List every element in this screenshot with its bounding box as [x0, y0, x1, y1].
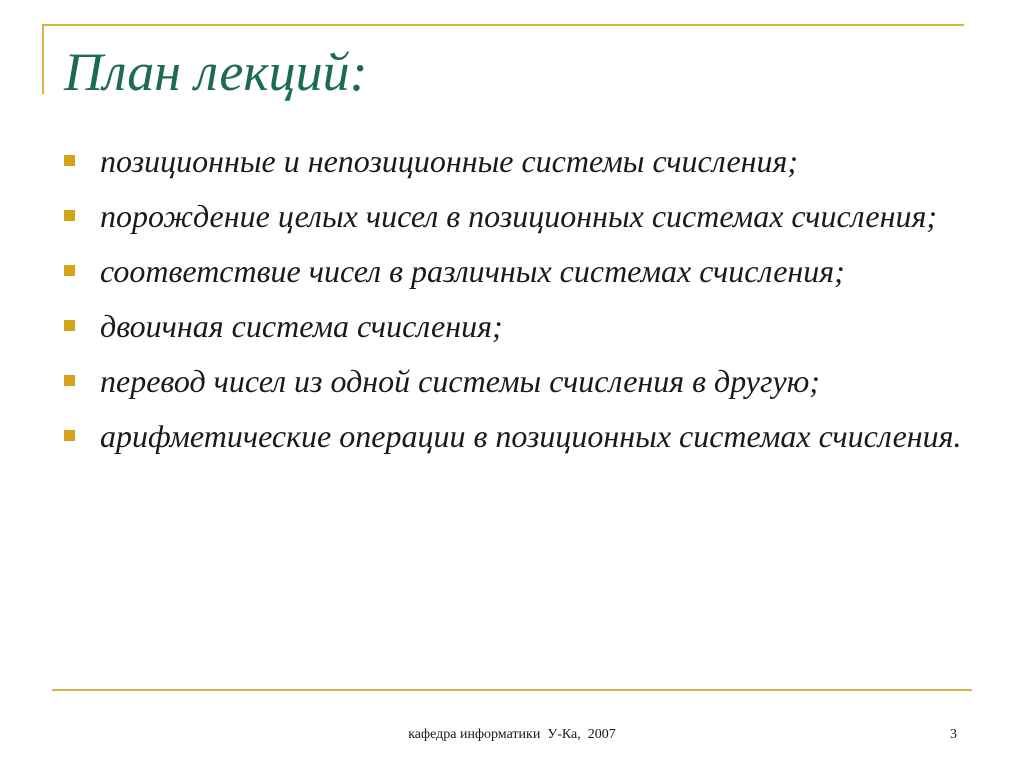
list-item — [64, 193, 964, 239]
list-item — [64, 413, 964, 459]
lecture-plan-list — [64, 138, 964, 468]
top-divider — [42, 24, 964, 26]
square-bullet-icon — [64, 155, 75, 166]
list-item — [64, 303, 964, 349]
list-item-text: порождение целых чисел в позиционных системах счисления; — [100, 198, 937, 234]
square-bullet-icon — [64, 320, 75, 331]
square-bullet-icon — [64, 430, 75, 441]
square-bullet-icon — [64, 265, 75, 276]
list-item — [64, 138, 964, 184]
page-number: 3 — [950, 727, 957, 742]
list-item-text: позиционные и непозиционные системы счисления; — [100, 143, 799, 179]
slide-title: План лекций: — [64, 42, 368, 102]
square-bullet-icon — [64, 210, 75, 221]
list-item-text: арифметические операции в позиционных системах счисления. — [100, 418, 962, 454]
list-item — [64, 358, 964, 404]
left-accent-line — [42, 24, 44, 94]
square-bullet-icon — [64, 375, 75, 386]
list-item-text: перевод чисел из одной системы счисления в другую; — [100, 363, 820, 399]
list-item-text: соответствие чисел в различных системах счисления; — [100, 253, 845, 289]
list-item — [64, 248, 964, 294]
footer-divider — [52, 689, 972, 691]
footer-caption: кафедра информатики У-Ка, 2007 — [408, 727, 616, 742]
list-item-text: двоичная система счисления; — [100, 308, 503, 344]
